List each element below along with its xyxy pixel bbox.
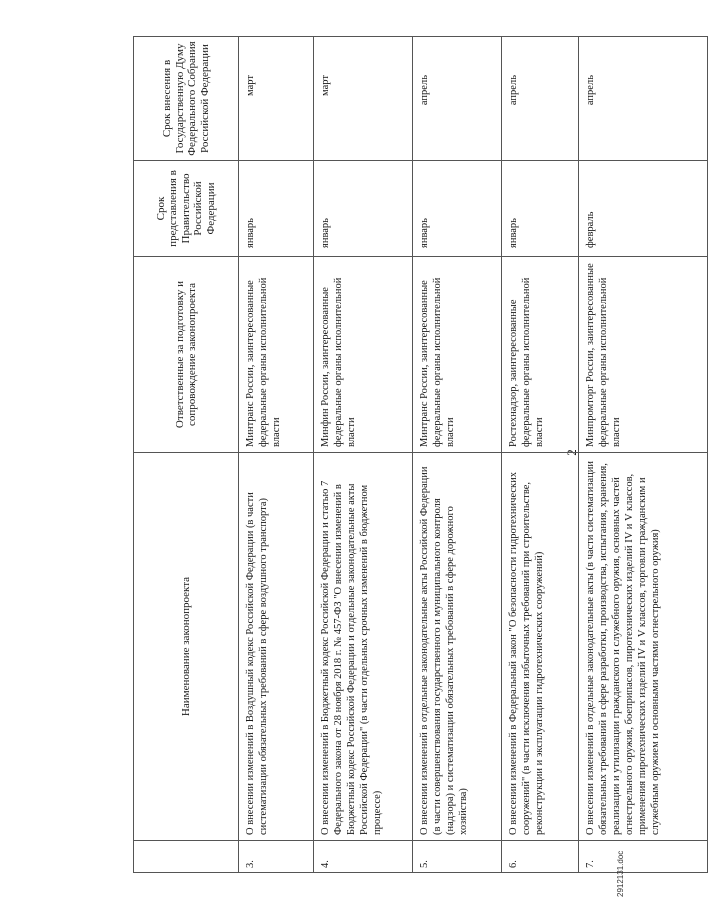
responsible-agencies: Минтранс России, заинтересованные федеральные органы исполнительной власти	[239, 257, 314, 453]
table-row	[413, 37, 502, 873]
header-name: Наименование законопроекта	[134, 453, 239, 841]
table-row	[314, 37, 413, 873]
row-number: 4.	[314, 841, 413, 873]
page-number: 2	[564, 449, 579, 456]
row-number: 5.	[413, 841, 502, 873]
duma-deadline: апрель	[579, 37, 708, 161]
table-row	[579, 37, 708, 873]
row-number: 7.	[579, 841, 708, 873]
bill-name: О внесении изменений в отдельные законодательные акты Российской Федерации (в части совершенствования государственного и муниципального контроля (надзора) и систематизации обязательных требований в сфере дорожного хозяйства)	[413, 453, 502, 841]
table-header-row	[134, 37, 239, 873]
responsible-agencies: Минпромторг России, заинтересованные федеральные органы исполнительной власти	[579, 257, 708, 453]
gov-deadline: январь	[314, 161, 413, 257]
header-duma-deadline: Срок внесения в Государственную Думу Федерального Собрания Российской Федерации	[134, 37, 239, 161]
bill-name: О внесении изменений в Федеральный закон "О безопасности гидротехнических сооружений" (в части исключения избыточных требований при строительстве, реконструкции и эксплуатации гидротехнических сооружений)	[502, 453, 579, 841]
bill-name: О внесении изменений в отдельные законодательные акты (в части систематизации обязательных требований в сфере разработки, производства, испытания, хранения, реализации и утилизации гражданского и служебного оружия, основных частей огнестрельного оружия, боеприпасов, пиротехнических изделий IV и V классов, применения пиротехнических изделий IV и V классов, торговли гражданским и служебным оружием и основными частями огнестрельного оружия)	[579, 453, 708, 841]
table-row	[502, 37, 579, 873]
duma-deadline: март	[239, 37, 314, 161]
row-number: 6.	[502, 841, 579, 873]
header-num	[134, 841, 239, 873]
duma-deadline: апрель	[413, 37, 502, 161]
gov-deadline: февраль	[579, 161, 708, 257]
table-row	[239, 37, 314, 873]
bill-name: О внесении изменений в Бюджетный кодекс Российской Федерации и статью 7 Федерального закона от 28 ноября 2018 г. № 457-ФЗ "О внесении изменений в Бюджетный кодекс Российской Федерации и отдельные законодательные акты Российской Федерации" (в части отдельных срочных изменений в бюджетном процессе)	[314, 453, 413, 841]
responsible-agencies: Минтранс России, заинтересованные федеральные органы исполнительной власти	[413, 257, 502, 453]
bill-name: О внесении изменений в Воздушный кодекс Российской Федерации (в части систематизации обязательных требований в сфере воздушного транспорта)	[239, 453, 314, 841]
legislation-plan-table	[133, 36, 708, 873]
duma-deadline: апрель	[502, 37, 579, 161]
document-code: 2912131.doc	[616, 850, 625, 897]
gov-deadline: январь	[239, 161, 314, 257]
row-number: 3.	[239, 841, 314, 873]
header-responsible: Ответственные за подготовку и сопровождение законопроекта	[134, 257, 239, 453]
gov-deadline: январь	[502, 161, 579, 257]
responsible-agencies: Минфин России, заинтересованные федеральные органы исполнительной власти	[314, 257, 413, 453]
responsible-agencies: Ростехнадзор, заинтересованные федеральные органы исполнительной власти	[502, 257, 579, 453]
header-gov-deadline: Срок представления в Правительство Российской Федерации	[134, 161, 239, 257]
gov-deadline: январь	[413, 161, 502, 257]
duma-deadline: март	[314, 37, 413, 161]
